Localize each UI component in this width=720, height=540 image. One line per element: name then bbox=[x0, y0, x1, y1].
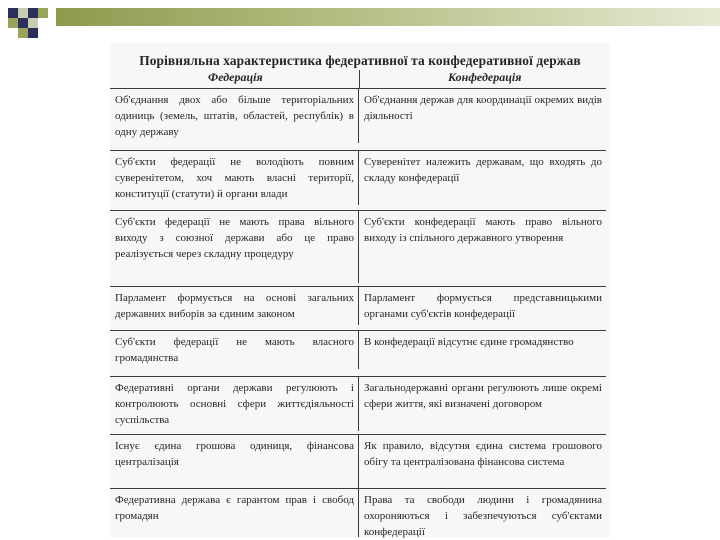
confederation-cell: Суб'єкти конфедерації мають право вільного виходу із спільного державного утворення bbox=[364, 216, 602, 244]
table-row bbox=[110, 151, 606, 205]
table-row bbox=[110, 89, 606, 143]
confederation-cell: Суверенітет належить державам, що входять до складу конфедерації bbox=[364, 156, 602, 184]
column-header-confederation: Конфедерація bbox=[448, 70, 522, 84]
corner-square bbox=[28, 18, 38, 28]
corner-square bbox=[18, 18, 28, 28]
corner-square bbox=[8, 8, 18, 18]
confederation-cell: Як правило, відсутня єдина система грошового обігу та централізована фінансова система bbox=[364, 440, 602, 468]
scanned-document bbox=[110, 42, 610, 537]
federation-cell: Суб'єкти федерації не володіють повним суверенітетом, хоч мають власні території, конституції (статути) й органи влади bbox=[110, 151, 359, 205]
confederation-cell: В конфедерації відсутнє єдине громадянство bbox=[364, 336, 574, 348]
confederation-cell: Загальнодержавні органи регулюють лише окремі сфери життя, які визначені договором bbox=[364, 382, 602, 410]
table-row bbox=[110, 489, 606, 537]
table-row bbox=[110, 331, 606, 369]
confederation-cell: Парламент формується представницькими органами суб'єктів конфедерації bbox=[364, 292, 602, 320]
corner-square bbox=[28, 28, 38, 38]
table-row bbox=[110, 435, 606, 489]
federation-cell: Існує єдина грошова одиниця, фінансова централізація bbox=[110, 435, 359, 489]
confederation-cell: Права та свободи людини і громадянина охороняються і забезпечуються суб'єктами конфедерації bbox=[364, 494, 602, 538]
federation-cell: Федеративна держава є гарантом прав і свобод громадян bbox=[110, 489, 359, 537]
corner-square bbox=[18, 28, 28, 38]
column-header-federation: Федерація bbox=[208, 70, 263, 84]
table-row bbox=[110, 377, 606, 431]
corner-square bbox=[8, 18, 18, 28]
document-title: Порівняльна характеристика федеративної та конфедеративної держав bbox=[139, 53, 581, 68]
table-row bbox=[110, 211, 606, 283]
confederation-cell: Об'єднання держав для координації окремих видів діяльності bbox=[364, 94, 602, 122]
corner-square bbox=[28, 8, 38, 18]
federation-cell: Парламент формується на основі загальних державних виборів за єдиним законом bbox=[110, 287, 359, 325]
column-divider bbox=[359, 70, 360, 88]
federation-cell: Федеративні органи держави регулюють і контролюють основні сфери життєдіяльності суспільства bbox=[110, 377, 359, 431]
table-row bbox=[110, 287, 606, 325]
corner-square bbox=[38, 8, 48, 18]
corner-square bbox=[18, 8, 28, 18]
federation-cell: Суб'єкти федерації не мають власного громадянства bbox=[110, 331, 359, 369]
federation-cell: Об'єднання двох або більше територіальних одиниць (земель, штатів, областей, республік) в одну державу bbox=[110, 89, 359, 143]
title-band bbox=[56, 8, 720, 26]
federation-cell: Суб'єкти федерації не мають права вільного виходу з союзної держави або це право реалізується через складну процедуру bbox=[110, 211, 359, 283]
